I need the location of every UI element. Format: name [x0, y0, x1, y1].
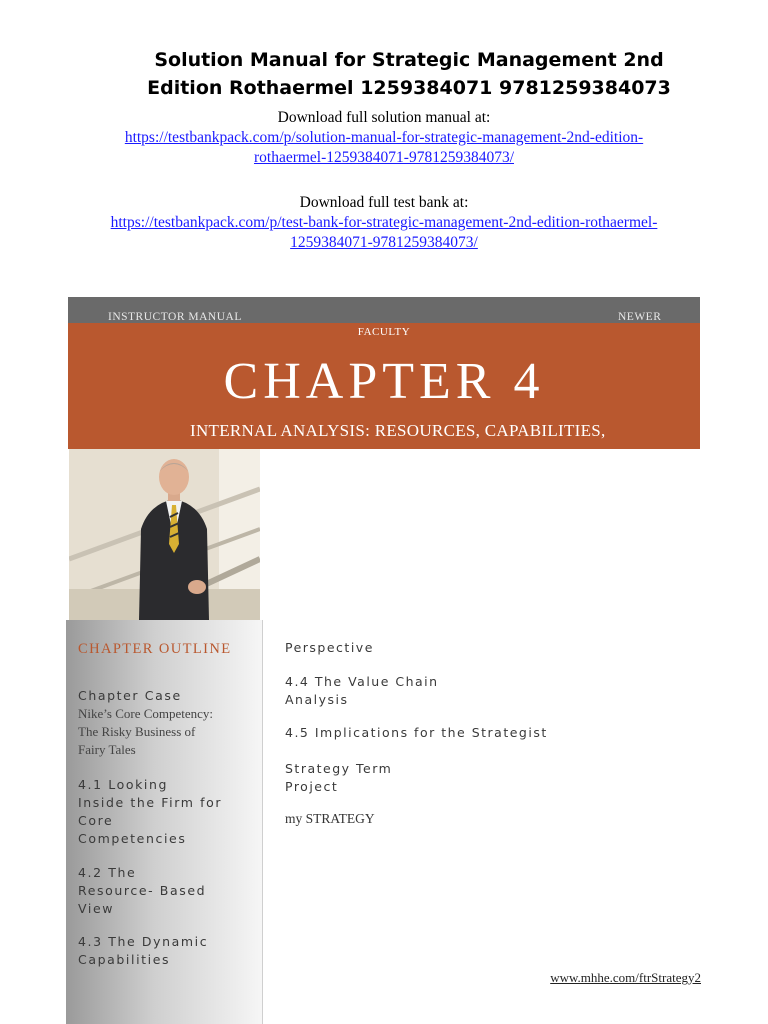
section-line: 4.1 Looking: [78, 777, 169, 792]
title-line-2: Edition Rothaermel 1259384071 9781259384073: [147, 77, 671, 99]
section-line: Inside the Firm for: [78, 795, 223, 810]
case-line: Fairy Tales: [78, 742, 136, 757]
section-line: View: [78, 901, 115, 916]
chapter-outline-heading: CHAPTER OUTLINE: [78, 641, 232, 657]
solution-download-block: [0, 108, 768, 168]
outline-perspective: Perspective: [285, 640, 374, 655]
outline-section-4-4: [285, 673, 439, 709]
section-line: Resource- Based: [78, 883, 207, 898]
section-line: Strategy Term: [285, 761, 393, 776]
testbank-label: Download full test bank at:: [299, 194, 469, 211]
title-line-1: Solution Manual for Strategic Management 2nd: [154, 49, 664, 71]
outline-section-4-2: [78, 864, 206, 918]
solution-link-line-2[interactable]: rothaermel-1259384071-9781259384073/: [253, 149, 514, 166]
footer-website-link[interactable]: www.mhhe.com/ftrStrategy2: [550, 970, 701, 985]
document-title: [0, 46, 768, 102]
case-line: Nike’s Core Competency:: [78, 706, 214, 721]
section-line: Project: [285, 779, 339, 794]
outline-case-title: Chapter Case: [78, 688, 182, 703]
author-photo-illustration: [69, 449, 260, 620]
section-line: 4.4 The Value Chain: [285, 674, 439, 689]
testbank-link-line-1[interactable]: https://testbankpack.com/p/test-bank-for-strategic-management-2nd-edition-rothaermel-: [110, 214, 658, 231]
outline-section-4-5: 4.5 Implications for the Strategist: [285, 725, 548, 740]
author-photo: [69, 449, 260, 620]
solution-label: Download full solution manual at:: [277, 109, 491, 126]
section-line: Competencies: [78, 831, 187, 846]
chapter-banner: [68, 323, 700, 449]
instructor-manual-label: INSTRUCTOR MANUAL: [108, 311, 242, 323]
faculty-label: FACULTY: [357, 326, 411, 338]
section-line: Capabilities: [78, 952, 171, 967]
outline-section-4-3: [78, 933, 208, 969]
outline-my-strategy: my STRATEGY: [285, 811, 375, 826]
instructor-manual-bar: [68, 297, 700, 323]
case-line: The Risky Business of: [78, 724, 196, 739]
section-line: 4.3 The Dynamic: [78, 934, 209, 949]
chapter-heading: CHAPTER 4: [223, 353, 545, 410]
newer-label: NEWER: [618, 311, 662, 323]
outline-section-4-1: [78, 776, 222, 848]
testbank-download-block: [0, 193, 768, 253]
testbank-link-line-2[interactable]: 1259384071-9781259384073/: [290, 234, 478, 251]
section-line: Analysis: [285, 692, 349, 707]
outline-strategy-term-project: [285, 760, 392, 796]
section-line: 4.2 The: [78, 865, 137, 880]
chapter-subtitle: INTERNAL ANALYSIS: RESOURCES, CAPABILITIES,: [190, 421, 606, 440]
outline-case-description: [78, 705, 213, 759]
section-line: Core: [78, 813, 114, 828]
solution-link-line-1[interactable]: https://testbankpack.com/p/solution-manual-for-strategic-management-2nd-edition-: [124, 129, 644, 146]
